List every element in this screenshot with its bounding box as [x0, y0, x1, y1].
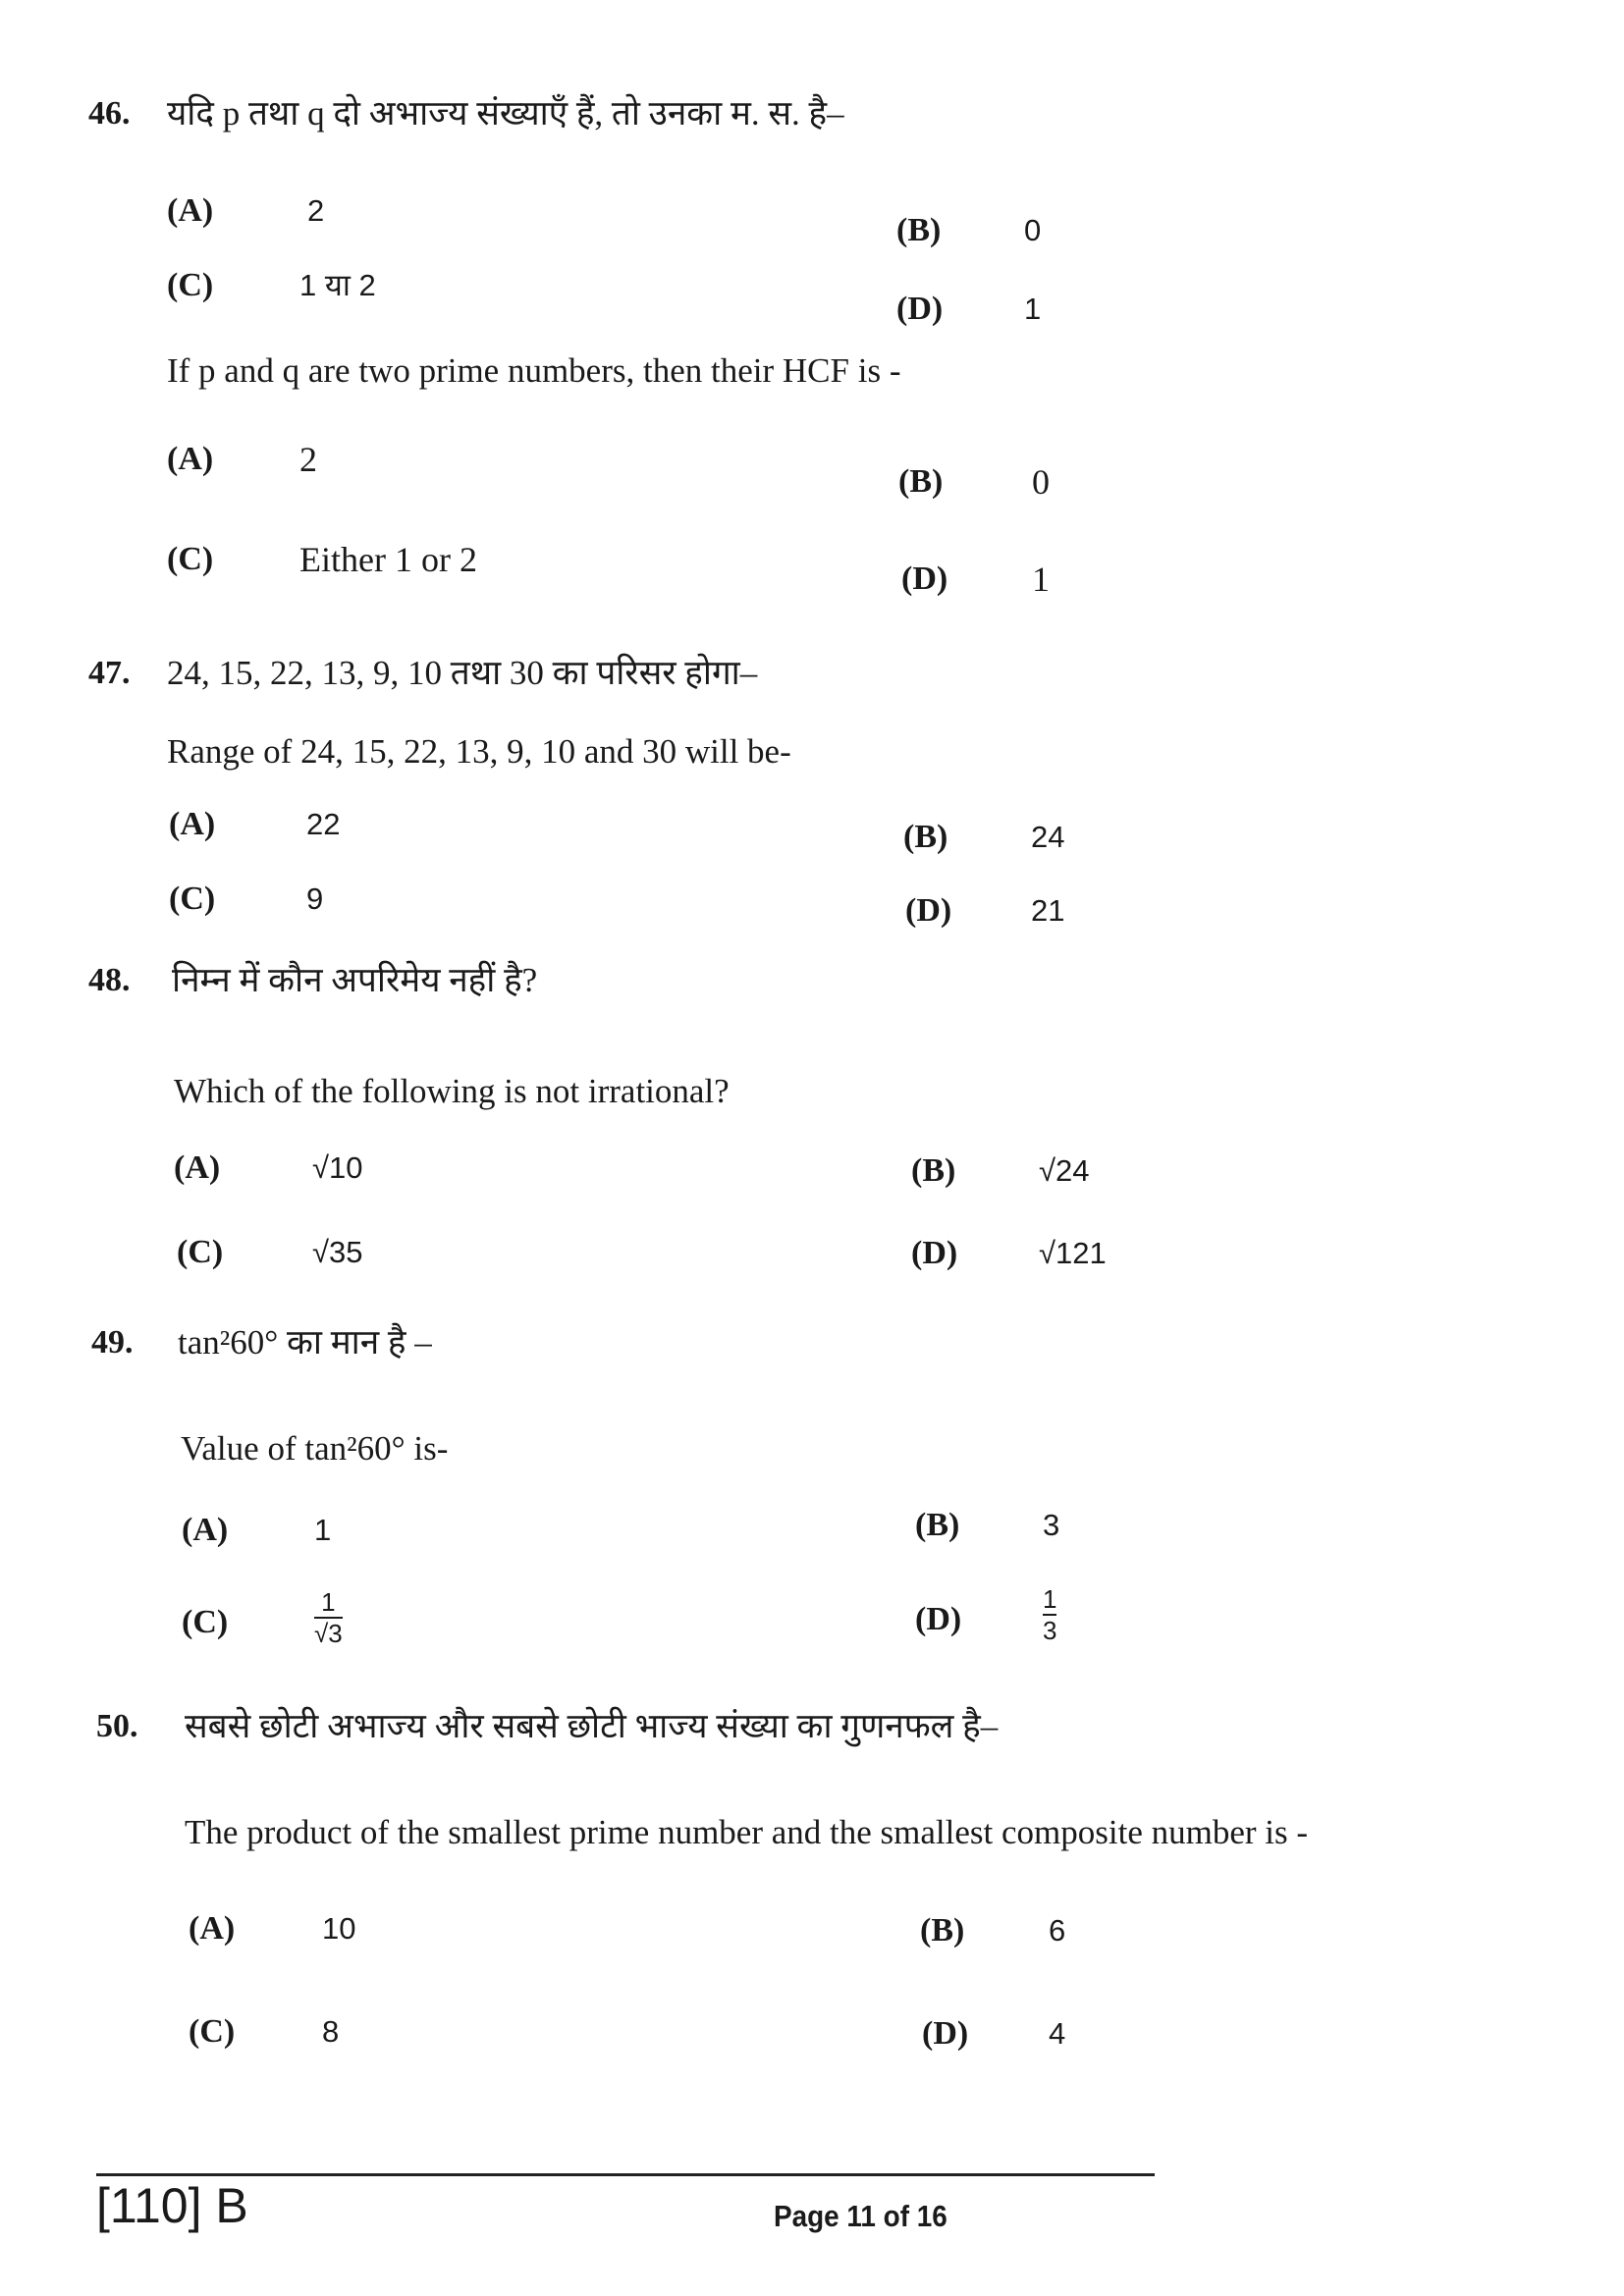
option-fraction	[1043, 1584, 1056, 1645]
option-label: (A)	[174, 1149, 221, 1186]
numerator: 1	[1043, 1584, 1057, 1614]
option-value: 1	[314, 1513, 332, 1547]
question-text-english: Value of tan²60° is-	[181, 1429, 449, 1468]
option-value: Either 1 or 2	[299, 540, 477, 579]
question-text-english: If p and q are two prime numbers, then their HCF is -	[167, 351, 901, 390]
hindi-option-value: 0	[1024, 213, 1042, 247]
option-value: √35	[312, 1235, 363, 1269]
option-value: √121	[1039, 1236, 1107, 1270]
question-text-english: The product of the smallest prime number and the smallest composite number is -	[185, 1813, 1309, 1851]
page-number: Page 11 of 16	[774, 2199, 947, 2233]
option-label: (A)	[169, 806, 216, 842]
question-text-hindi: यदि p तथा q दो अभाज्य संख्याएँ हैं, तो उनका म. स. है–	[167, 94, 844, 133]
option-value: 24	[1031, 820, 1065, 854]
option-value: 8	[322, 2014, 340, 2049]
option-label: (C)	[189, 2013, 236, 2050]
footer-rule	[96, 2173, 1155, 2176]
option-label: (B)	[911, 1152, 956, 1189]
hindi-option-value: 2	[307, 193, 325, 228]
option-label: (B)	[920, 1912, 965, 1949]
denominator: √3	[314, 1619, 343, 1648]
hindi-option-label: (C)	[167, 267, 214, 303]
question-text-hindi: 24, 15, 22, 13, 9, 10 तथा 30 का परिसर होगा–	[167, 654, 758, 692]
option-value: √24	[1039, 1153, 1090, 1188]
hindi-option-label: (D)	[896, 291, 944, 327]
option-value: 4	[1049, 2016, 1066, 2051]
hindi-option-label: (A)	[167, 192, 214, 229]
option-label: (B)	[898, 463, 944, 500]
option-value: 1	[1032, 560, 1050, 599]
hindi-option-value: 1 या 2	[299, 268, 376, 302]
question-text-english: Which of the following is not irrational?	[174, 1072, 730, 1110]
option-value: 3	[1043, 1508, 1060, 1542]
option-value: 6	[1049, 1913, 1066, 1948]
hindi-option-label: (B)	[896, 212, 942, 248]
option-label: (B)	[903, 819, 948, 855]
option-value: 9	[306, 881, 324, 916]
option-value: 22	[306, 807, 341, 841]
denominator: 3	[1043, 1616, 1057, 1645]
option-label: (D)	[905, 892, 952, 929]
question-number: 50.	[96, 1708, 138, 1744]
option-label: (C)	[182, 1604, 229, 1640]
paper-code: [110] B	[96, 2178, 248, 2233]
question-text-english: Range of 24, 15, 22, 13, 9, 10 and 30 will be-	[167, 732, 791, 771]
option-value: √10	[312, 1150, 363, 1185]
numerator: 1	[321, 1587, 336, 1617]
option-label: (D)	[911, 1235, 958, 1271]
option-label: (A)	[182, 1512, 229, 1548]
option-value: 21	[1031, 893, 1065, 928]
option-label: (A)	[189, 1910, 236, 1947]
question-number: 46.	[88, 95, 131, 132]
option-fraction	[314, 1587, 343, 1648]
question-number: 48.	[88, 962, 131, 998]
option-label: (A)	[167, 441, 214, 477]
hindi-option-value: 1	[1024, 292, 1042, 326]
option-label: (D)	[922, 2015, 969, 2052]
option-value: 10	[322, 1911, 356, 1946]
question-text-hindi: tan²60° का मान है –	[178, 1323, 432, 1362]
option-value: 2	[299, 440, 317, 479]
question-number: 47.	[88, 655, 131, 691]
question-number: 49.	[91, 1324, 134, 1361]
option-label: (C)	[167, 541, 214, 577]
option-value: 0	[1032, 462, 1050, 502]
option-label: (C)	[177, 1234, 224, 1270]
option-label: (D)	[915, 1601, 962, 1637]
question-text-hindi: सबसे छोटी अभाज्य और सबसे छोटी भाज्य संख्या का गुणनफल है–	[185, 1707, 999, 1745]
option-label: (C)	[169, 881, 216, 917]
question-text-hindi: निम्न में कौन अपरिमेय नहीं है?	[172, 961, 538, 999]
option-label: (B)	[915, 1507, 960, 1543]
option-label: (D)	[901, 561, 948, 597]
